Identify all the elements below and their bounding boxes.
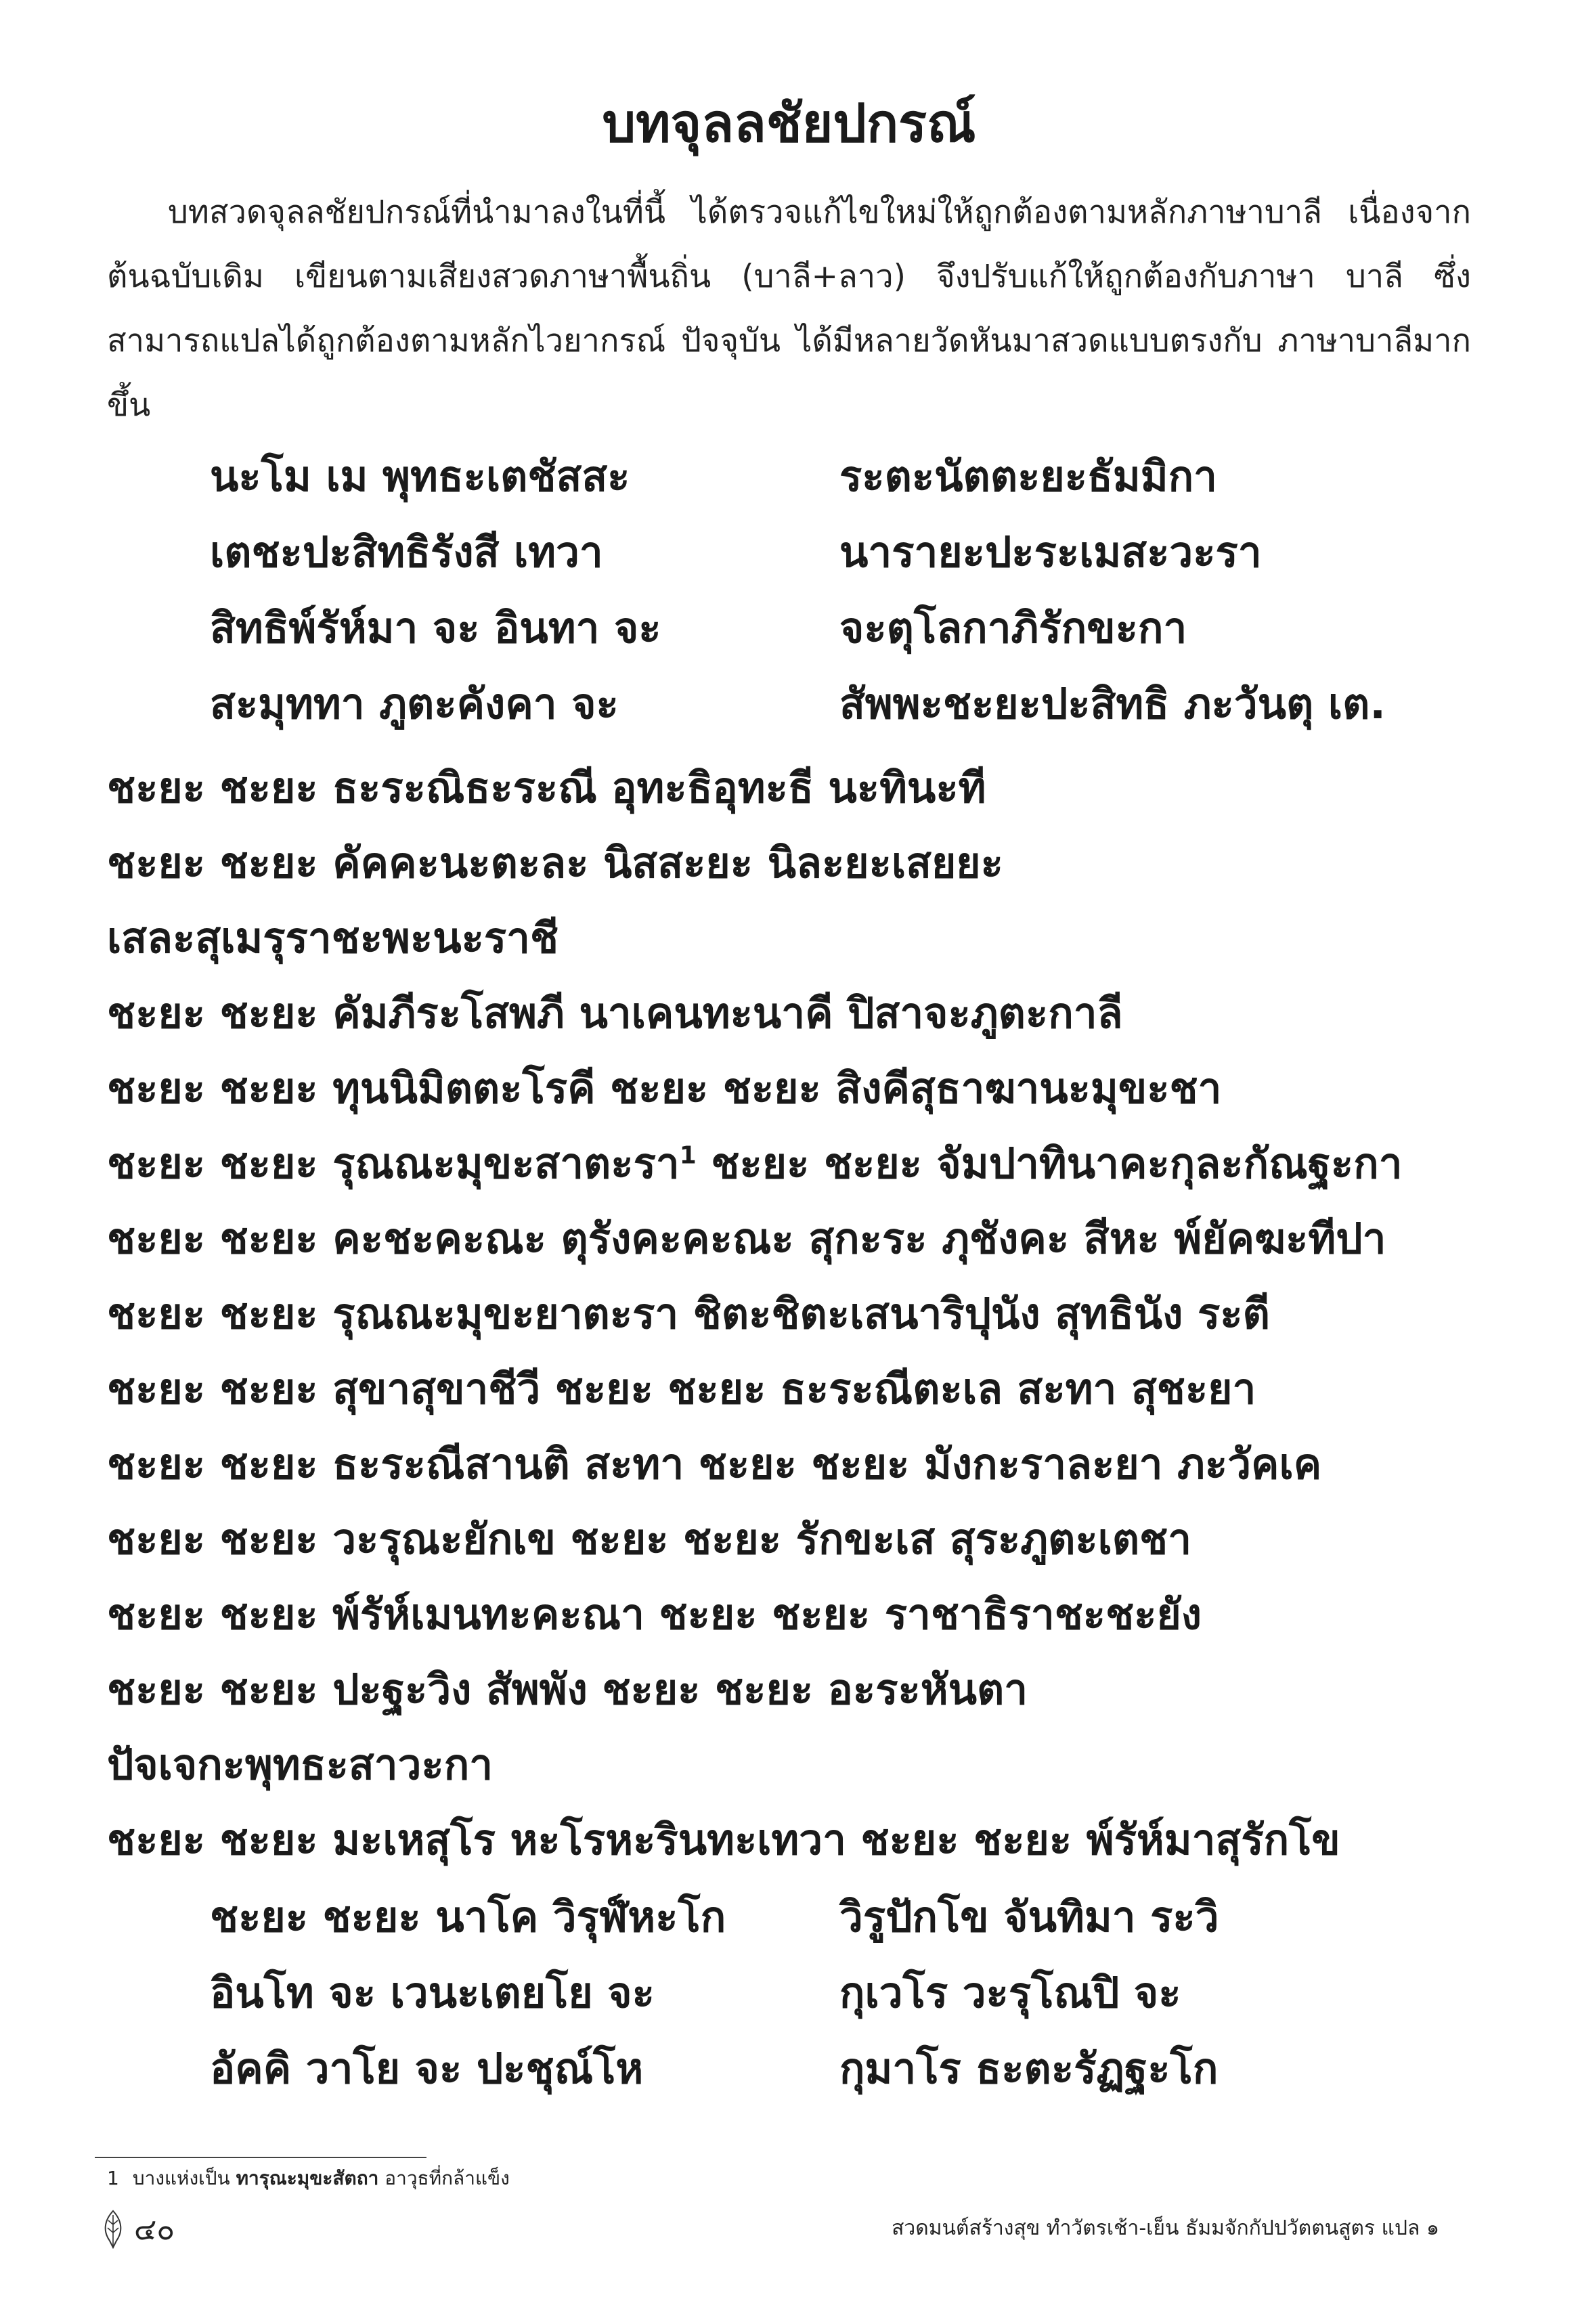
footnote bbox=[107, 2164, 510, 2193]
chant-line-head: ชะยะ ชะยะ รุณณะมุขะสาตะรา bbox=[107, 1139, 680, 1188]
verse-row bbox=[210, 2031, 1496, 2107]
chant-line: ปัจเจกะพุทธะสาวะกา bbox=[107, 1740, 494, 1789]
verse-left: อินโท จะ เวนะเตยโย จะ bbox=[210, 1968, 655, 2017]
verse-row bbox=[210, 1955, 1496, 2031]
verse-left: อัคคิ วาโย จะ ปะชุณ์โห bbox=[210, 2044, 644, 2093]
verse-block-bottom bbox=[210, 1879, 1496, 2107]
footnote-bold-term: ทารุณะมุขะสัตถา bbox=[236, 2167, 379, 2189]
verse-left: ชะยะ ชะยะ นาโค วิรุฬ์หะโก bbox=[210, 1892, 726, 1942]
book-title: สวดมนต์สร้างสุข ทำวัตรเช้า-เย็น ธัมมจักกัปปวัตตนสูตร แปล bbox=[892, 2216, 1420, 2240]
verse-left: นะโม เม พุทธะเตชัสสะ bbox=[210, 452, 630, 501]
chant-block bbox=[107, 750, 1502, 1877]
chant-line: ชะยะ ชะยะ ปะฐะวิง สัพพัง ชะยะ ชะยะ อะระหันตา bbox=[107, 1665, 1028, 1714]
verse-right: กุมาโร ธะตะรัฏฐะโก bbox=[839, 2044, 1219, 2093]
verse-left: เตชะปะสิทธิรังสี เทวา bbox=[210, 527, 603, 577]
running-footer bbox=[892, 2212, 1439, 2244]
chant-line: ชะยะ ชะยะ ธะระณิธะระณี อุทะธิอุทะธี นะทินะที bbox=[107, 763, 986, 812]
verse-right: วิรูปักโข จันทิมา ระวิ bbox=[839, 1892, 1219, 1942]
footnote-suffix: อาวุธที่กล้าแข็ง bbox=[385, 2167, 510, 2189]
footnote-prefix: บางแห่งเป็น bbox=[132, 2167, 230, 2189]
intro-paragraph: บทสวดจุลลชัยปกรณ์ที่นำมาลงในที่นี้ ได้ตรวจแก้ไขใหม่ให้ถูกต้องตามหลักภาษาบาลี เนื่องจากต้นฉบับเดิม เขียนตามเสียงสวดภาษาพื้นถิ่น (บาลี+ลาว) จึงปรับแก้ให้ถูกต้องกับภาษา บาลี ซึ่งสามารถแปลได้ถูกต้องตามหลักไวยากรณ์ ปัจจุบัน ได้มีหลายวัดหันมาสวดแบบตรงกับ ภาษาบาลีมากขึ้น bbox=[107, 194, 1471, 424]
verse-row bbox=[210, 514, 1496, 590]
footnote-divider bbox=[95, 2157, 426, 2158]
footer-dot: ๑ bbox=[1426, 2216, 1439, 2240]
chant-line: ชะยะ ชะยะ รุณณะมุขะยาตะรา ชิตะชิตะเสนาริปุนัง สุทธินัง ระตี bbox=[107, 1289, 1270, 1338]
chant-line: ชะยะ ชะยะ พ์รัห์เมนทะคะณา ชะยะ ชะยะ ราชาธิราชะชะยัง bbox=[107, 1589, 1202, 1639]
page-footer-left bbox=[102, 2206, 175, 2253]
page-number: ๔๐ bbox=[134, 2212, 175, 2247]
verse-right: กุเวโร วะรุโณปิ จะ bbox=[839, 1968, 1181, 2017]
leaf-icon bbox=[102, 2210, 125, 2249]
chant-line: ชะยะ ชะยะ สุขาสุขาชีวี ชะยะ ชะยะ ธะระณีตะเล สะทา สุชะยา bbox=[107, 1364, 1256, 1413]
verse-row bbox=[210, 1879, 1496, 1955]
verse-right: นารายะปะระเมสะวะรา bbox=[839, 527, 1262, 577]
verse-row bbox=[210, 590, 1496, 666]
verse-left: สะมุททา ภูตะคังคา จะ bbox=[210, 679, 619, 728]
verse-right: ระตะนัตตะยะธัมมิกา bbox=[839, 452, 1217, 501]
chant-line: ชะยะ ชะยะ คัคคะนะตะละ นิสสะยะ นิละยะเสยยะ bbox=[107, 838, 1003, 887]
verse-left: สิทธิพ์รัห์มา จะ อินทา จะ bbox=[210, 603, 661, 653]
verse-right: สัพพะชะยะปะสิทธิ ภะวันตุ เต. bbox=[839, 679, 1386, 728]
chant-line-tail: ชะยะ ชะยะ จัมปาทินาคะกุละกัณฐะกา bbox=[696, 1139, 1403, 1188]
chant-line: ชะยะ ชะยะ ทุนนิมิตตะโรคี ชะยะ ชะยะ สิงคีสุธาฆานะมุขะชา bbox=[107, 1064, 1222, 1113]
chant-line-with-footnote bbox=[107, 1126, 1502, 1201]
verse-block-top bbox=[210, 439, 1496, 742]
chant-line: ชะยะ ชะยะ คะชะคะณะ ตุรังคะคะณะ สุกะระ ภุชังคะ สีหะ พ์ยัคฆะทีปา bbox=[107, 1214, 1386, 1263]
verse-row bbox=[210, 439, 1496, 514]
verse-right: จะตุโลกาภิรักขะกา bbox=[839, 603, 1187, 653]
footnote-reference[interactable]: 1 bbox=[679, 1141, 697, 1170]
page-title: บทจุลลชัยปกรณ์ bbox=[602, 93, 976, 154]
chant-line: ชะยะ ชะยะ มะเหสุโร หะโรหะรินทะเทวา ชะยะ ชะยะ พ์รัห์มาสุรักโข bbox=[107, 1815, 1340, 1864]
chant-line: เสละสุเมรุราชะพะนะราชี bbox=[107, 913, 559, 963]
chant-line: ชะยะ ชะยะ วะรุณะยักเข ชะยะ ชะยะ รักขะเส สุระภูตะเตชา bbox=[107, 1514, 1192, 1564]
verse-row bbox=[210, 666, 1496, 742]
chant-line: ชะยะ ชะยะ คัมภีระโสพภี นาเคนทะนาคี ปิสาจะภูตะกาลี bbox=[107, 988, 1123, 1038]
chant-line: ชะยะ ชะยะ ธะระณีสานติ สะทา ชะยะ ชะยะ มังกะราละยา ภะวัคเค bbox=[107, 1439, 1322, 1489]
footnote-number: 1 bbox=[107, 2167, 119, 2189]
